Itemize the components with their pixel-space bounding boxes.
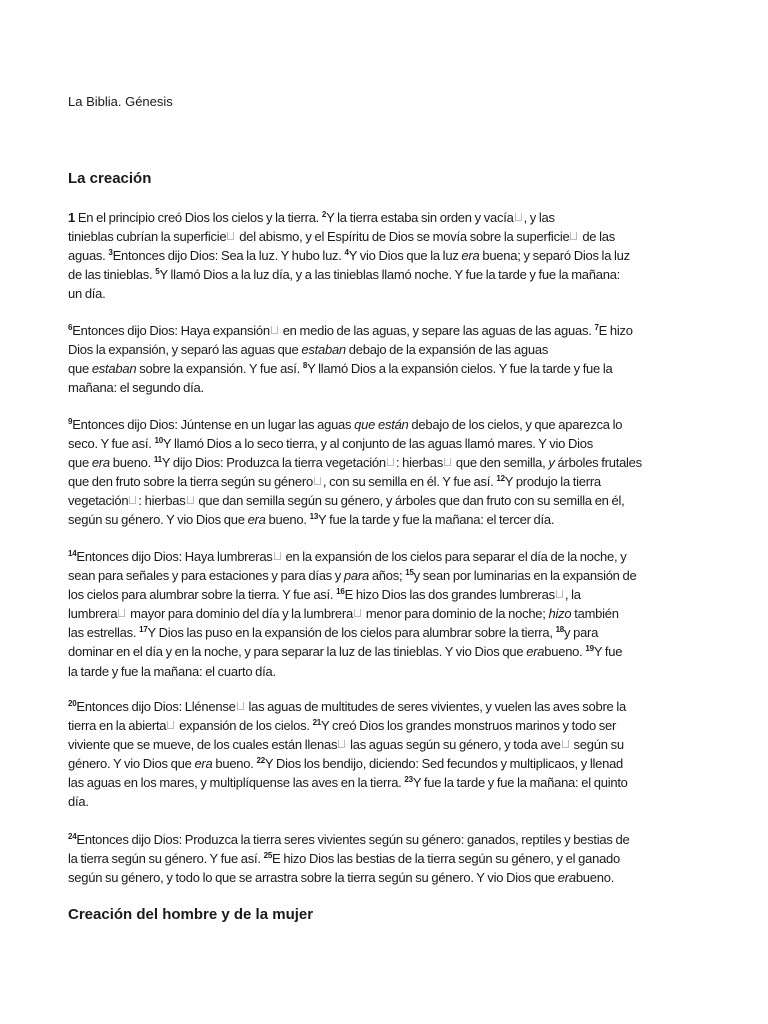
verse-text: que — [68, 455, 89, 471]
verse-number: 21 — [312, 718, 321, 728]
verse-text: Y llamó Dios a la luz día, y a las tinieblas llamó noche. Y fue la tarde y fue la mañana: — [159, 267, 621, 283]
footnote-marker-icon[interactable] — [387, 458, 394, 466]
verse-number: 5 — [155, 267, 160, 277]
verse-number: 24 — [68, 832, 77, 841]
verse-text: un día. — [68, 286, 106, 302]
verse-number: 12 — [496, 474, 505, 484]
footnote-marker-icon[interactable] — [515, 213, 522, 221]
verse-text: que den semilla, — [455, 455, 546, 471]
verse-text: bueno. — [268, 512, 307, 528]
verse-italic-text: era — [557, 870, 576, 886]
verse-text: según su género, y todo lo que se arrastra sobre la tierra según su género. Y vio Dios que — [68, 870, 555, 886]
verse-text: , y las — [523, 210, 555, 225]
verse-text: tierra en la abierta — [68, 718, 167, 734]
verse-italic-text: estaban — [301, 342, 346, 358]
verse-text: expansión de los cielos. — [179, 718, 310, 734]
verse-text: aguas. — [68, 248, 106, 264]
footnote-marker-icon[interactable] — [187, 496, 194, 504]
verse-text: del abismo, y el Espíritu de Dios se movía sobre la superficie — [239, 229, 570, 245]
verse-text: y sean por luminarias en la expansión de — [413, 568, 637, 584]
verse-italic-text: era — [91, 455, 110, 471]
verse-text: y para — [563, 625, 599, 641]
verse-text: de las — [582, 229, 616, 245]
verse-text: en medio de las aguas, y separe las aguas de las aguas. — [282, 323, 592, 338]
verse-number: 15 — [405, 568, 414, 578]
verse-number: 17 — [139, 625, 148, 635]
verse-text: Y Dios los bendijo, diciendo: Sed fecundos y multiplicaos, y llenad — [264, 756, 624, 772]
verse-text: Entonces dijo Dios: Llénense — [76, 699, 236, 714]
verse-text: Y fue — [593, 644, 623, 660]
verse-text: seco. Y fue así. — [68, 436, 152, 452]
verse-text: años; — [371, 568, 403, 584]
verse-number: 22 — [256, 756, 265, 766]
verse-number: 11 — [153, 455, 162, 465]
verse-text: E hizo Dios las dos grandes lumbreras — [344, 587, 555, 603]
verse-text: dominar en el día y en la noche, y para separar la luz de las tinieblas. Y vio Dios que — [68, 644, 524, 660]
verse-text: Entonces dijo Dios: Haya lumbreras — [76, 549, 273, 564]
verse-text: bueno. — [112, 455, 152, 471]
verse-text: vegetación — [68, 493, 129, 509]
verse-text: E hizo — [598, 323, 633, 338]
verse-number: 23 — [404, 775, 413, 785]
verse-text: también — [574, 606, 619, 622]
verse-number: 16 — [336, 587, 345, 597]
verse-italic-text: era — [461, 248, 480, 264]
verse-text: : hierbas — [395, 455, 443, 471]
footnote-marker-icon[interactable] — [274, 552, 281, 560]
verse-italic-text: que están — [354, 417, 409, 432]
verse-text: bueno. — [544, 644, 583, 660]
verse-text: la tierra según su género. Y fue así. — [68, 851, 261, 867]
verse-text: Y llamó Dios a lo seco tierra, y al conjunto de las aguas llamó mares. Y vio Dios — [162, 436, 594, 452]
verse-text: lumbrera — [68, 606, 118, 622]
verse-text: Y Dios las puso en la expansión de los cielos para alumbrar sobre la tierra, — [147, 625, 553, 641]
paragraph-verses-24-25 — [68, 830, 704, 887]
verse-text: Y la tierra estaba sin orden y vacía — [326, 210, 514, 225]
verse-text: bueno. — [575, 870, 615, 886]
verse-text: las aguas de multitudes de seres vivientes, y vuelen las aves sobre la — [248, 699, 627, 714]
verse-number: 8 — [302, 361, 308, 371]
verse-text: Y creó Dios los grandes monstruos marinos y todo ser — [320, 718, 617, 734]
chapter-number: 1 — [68, 210, 75, 225]
verse-text: según su género. Y vio Dios que — [68, 512, 245, 528]
verse-text: Dios la expansión, y separó las aguas que — [68, 342, 299, 358]
verse-text: según su — [573, 737, 624, 753]
verse-text: viviente que se mueve, de los cuales están llenas — [68, 737, 338, 753]
verse-number: 9 — [68, 417, 73, 426]
verse-italic-text: era — [247, 512, 266, 528]
verse-number: 14 — [68, 549, 77, 558]
document-title: La Biblia. Génesis — [68, 94, 173, 109]
verse-number: 7 — [594, 323, 599, 332]
verse-text: buena; y separó Dios la luz — [482, 248, 630, 264]
footnote-marker-icon[interactable] — [118, 609, 125, 617]
verse-text: debajo de los cielos, y que aparezca lo — [411, 417, 623, 432]
verse-text: menor para dominio de la noche; — [365, 606, 546, 622]
verse-text: las aguas en los mares, y multiplíquense las aves en la tierra. — [68, 775, 402, 791]
verse-text: Y vio Dios que la luz — [348, 248, 459, 264]
paragraph-verses-1-5 — [68, 208, 704, 303]
verse-text: , con su semilla en él. Y fue así. — [322, 474, 494, 490]
verse-text: género. Y vio Dios que — [68, 756, 192, 772]
section-heading-man-woman: Creación del hombre y de la mujer — [68, 906, 314, 923]
verse-text: Entonces dijo Dios: Júntense en un lugar las aguas — [72, 417, 352, 432]
verse-number: 2 — [321, 210, 327, 219]
verse-italic-text: era — [526, 644, 545, 660]
footnote-marker-icon[interactable] — [570, 232, 577, 240]
verse-text: sean para señales y para estaciones y para días y — [68, 568, 342, 584]
verse-number: 3 — [108, 248, 113, 258]
verse-number: 25 — [263, 851, 273, 861]
verse-number: 6 — [68, 323, 73, 332]
verse-text: tinieblas cubrían la superficie — [68, 229, 227, 245]
footnote-marker-icon[interactable] — [444, 458, 451, 466]
verse-text: que dan semilla según su género, y árboles que dan fruto con su semilla en él, — [198, 493, 625, 509]
verse-text: bueno. — [215, 756, 254, 772]
verse-text: los cielos para alumbrar sobre la tierra. Y fue así. — [68, 587, 334, 603]
verse-text: mayor para dominio del día y la lumbrera — [130, 606, 353, 622]
verse-number: 20 — [68, 699, 77, 708]
verse-number: 4 — [344, 248, 349, 258]
verse-number: 10 — [154, 436, 163, 446]
verse-text: las estrellas. — [68, 625, 137, 641]
verse-italic-text: era — [194, 756, 213, 772]
footnote-marker-icon[interactable] — [354, 609, 361, 617]
verse-text: Entonces dijo Dios: Produzca la tierra seres vivientes según su género: ganados, reptiles y bestias de — [76, 832, 630, 847]
verse-text: Entonces dijo Dios: Sea la luz. Y hubo luz. — [112, 248, 342, 264]
footnote-marker-icon[interactable] — [556, 590, 563, 598]
verse-text: que — [68, 361, 89, 377]
footnote-marker-icon[interactable] — [227, 232, 234, 240]
verse-italic-text: hizo — [548, 606, 572, 622]
verse-text: Y dijo Dios: Produzca la tierra vegetación — [161, 455, 386, 471]
verse-text: : hierbas — [138, 493, 186, 509]
verse-number: 18 — [555, 625, 564, 635]
verse-text: Y produjo la tierra — [504, 474, 601, 490]
verse-italic-text: para — [343, 568, 369, 584]
footnote-marker-icon[interactable] — [314, 477, 321, 485]
verse-text: mañana: el segundo día. — [68, 380, 204, 396]
verse-text: Entonces dijo Dios: Haya expansión — [72, 323, 270, 338]
verse-text: de las tinieblas. — [68, 267, 153, 283]
verse-number: 13 — [309, 512, 319, 522]
verse-number: 19 — [585, 644, 594, 654]
verse-text: Y fue la tarde y fue la mañana: el tercer día. — [318, 512, 555, 528]
verse-text: en la expansión de los cielos para separar el día de la noche, y — [285, 549, 627, 564]
section-heading-creation: La creación — [68, 170, 152, 187]
verse-text: que den fruto sobre la tierra según su género — [68, 474, 313, 490]
footnote-marker-icon[interactable] — [338, 740, 345, 748]
verse-italic-text: estaban — [91, 361, 137, 377]
verse-text: árboles frutales — [557, 455, 642, 471]
paragraph-verses-6-8 — [68, 321, 704, 397]
verse-text: sobre la expansión. Y fue así. — [139, 361, 301, 377]
footnote-marker-icon[interactable] — [271, 326, 278, 334]
verse-text: E hizo Dios las bestias de la tierra según su género, y el ganado — [272, 851, 621, 867]
verse-text: debajo de la expansión de las aguas — [348, 342, 549, 358]
paragraph-verses-20-23 — [68, 697, 704, 812]
verse-text: , la — [564, 587, 581, 603]
verse-text: En el principio creó Dios los cielos y la tierra. — [77, 210, 320, 225]
verse-text: las aguas según su género, y toda ave — [350, 737, 561, 753]
verse-text: Y llamó Dios a la expansión cielos. Y fue la tarde y fue la — [307, 361, 613, 377]
footnote-marker-icon[interactable] — [562, 740, 569, 748]
paragraph-verses-14-19 — [68, 547, 704, 681]
footnote-marker-icon[interactable] — [129, 496, 136, 504]
verse-text: día. — [68, 794, 89, 810]
verse-text: Y fue la tarde y fue la mañana: el quinto — [412, 775, 628, 791]
footnote-marker-icon[interactable] — [237, 702, 244, 710]
footnote-marker-icon[interactable] — [167, 721, 174, 729]
verse-italic-text: y — [548, 455, 555, 471]
paragraph-verses-9-13 — [68, 415, 704, 530]
verse-text: la tarde y fue la mañana: el cuarto día. — [68, 663, 276, 679]
